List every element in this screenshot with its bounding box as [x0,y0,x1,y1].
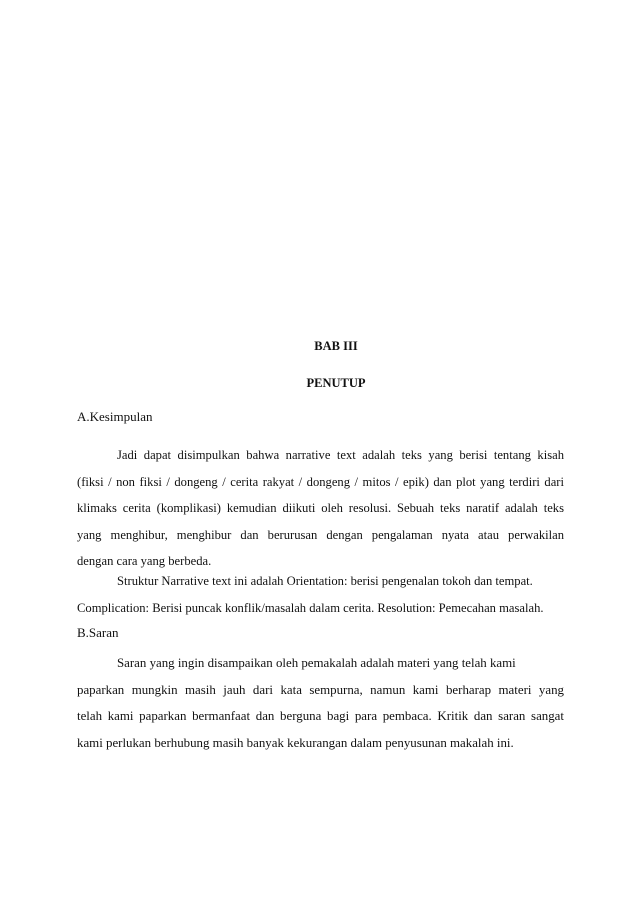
paragraph-line: kami perlukan berhubung masih banyak kekurangan dalam penyusunan makalah ini. [77,735,514,750]
paragraph-line: yang menghibur, menghibur dan berurusan dengan pengalaman nyata atau perwakilan [77,527,564,542]
paragraph-line: klimaks cerita (komplikasi) kemudian diikuti oleh resolusi. Sebuah teks naratif adalah teks [77,501,564,515]
paragraph-saran [77,650,564,756]
paragraph-kesimpulan-2 [77,568,564,621]
section-title-kesimpulan: A.Kesimpulan [77,409,153,424]
paragraph-line: Jadi dapat disimpulkan bahwa narrative text adalah teks yang berisi tentang kisah [117,448,564,462]
chapter-title: PENUTUP [306,376,366,390]
paragraph-line: telah kami paparkan bermanfaat dan berguna bagi para pembaca. Kritik dan saran sangat [77,709,564,723]
chapter-number: BAB III [314,339,358,353]
paragraph-line: Complication: Berisi puncak konflik/masalah dalam cerita. Resolution: Pemecahan masalah. [77,600,544,615]
paragraph-line: paparkan mungkin masih jauh dari kata sempurna, namun kami berharap materi yang [77,682,564,697]
paragraph-line: (fiksi / non fiksi / dongeng / cerita rakyat / dongeng / mitos / epik) dan plot yang terdiri dari [77,474,564,489]
paragraph-line: Struktur Narrative text ini adalah Orientation: berisi pengenalan tokoh dan tempat. [117,574,533,588]
paragraph-line: dengan cara yang berbeda. [77,554,212,568]
section-title-saran: B.Saran [77,625,119,640]
paragraph-line: Saran yang ingin disampaikan oleh pemakalah adalah materi yang telah kami [117,656,516,670]
paragraph-kesimpulan-1 [77,442,564,575]
